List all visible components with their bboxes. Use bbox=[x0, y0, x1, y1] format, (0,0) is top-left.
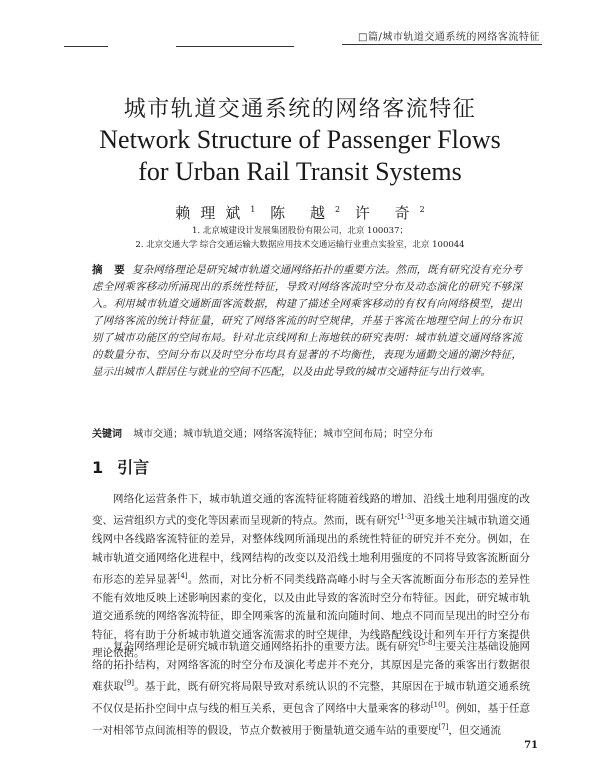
keywords-text: 城市交通；城市轨道交通；网络客流特征；城市空间布局；时空分布 bbox=[133, 429, 434, 440]
citation: [7] bbox=[438, 723, 449, 732]
author-2: 陈 越$^2$ bbox=[270, 204, 341, 222]
header-rule-mid bbox=[176, 46, 294, 47]
paragraph-1: 网络化运营条件下，城市轨道交通的客流特征将随着线路的增加、沿线土地利用强度的改变、运营组织方式的变化等因素而呈现新的特点。然而，既有研究[1-3]更多地关注城市轨道交通线网中各线路客流特征的差异，对整体线网所涌现出的系统性特征的研究并不充分。例如，在城市轨道交通网络化进程中，线网结构的改变以及沿线土地利用强度的不同将导致客流断面分布形态的差异显著[4]。然而，对比分析不同类线路高峰小时与全天客流断面分布形态的差异性不能有效地反映上述影响因素的变化，以及由此导致的客流时空分布特征。因此，研究城市轨道交通系统的网络客流特征，即全网乘客的流量和流向随时间、地点不同而呈现出的时空分布特征，将有助于分析城市轨道交通客流需求的时空规律，为线路配线设计和列车开行方案提供理论依据。 bbox=[92, 493, 531, 660]
author-line bbox=[0, 202, 600, 223]
citation: [5-8] bbox=[418, 639, 436, 647]
abstract bbox=[92, 262, 522, 381]
title-english-line-1: Network Structure of Passenger Flows bbox=[99, 125, 501, 154]
citation: [10] bbox=[430, 701, 446, 710]
paragraph-2: 复杂网络理论是研究城市轨道交通网络拓扑的重要方法。既有研究[5-8]主要关注基础设施网络的拓扑结构，对网络客流的时空分布及演化考虑并不充分，其原因是完备的乘客出行数据很难获取[9]。基于此，既有研究将局限导致对系统认识的不完整，其原因在于城市轨道交通系统不仅仅是拓扑空间中点与线的相互关系，更包含了网络中大量乘客的移动[10]。例如，基于任意一对相邻节点间流相等的假设，节点介数被用于衡量轨道交通车站的重要度[7]，但交通流 bbox=[92, 639, 531, 737]
affiliation-1: 1. 北京城建设计发展集团股份有限公司，北京 100037； bbox=[192, 226, 408, 236]
keywords bbox=[92, 425, 522, 440]
header-rule-right bbox=[342, 44, 542, 45]
title-chinese: 城市轨道交通系统的网络客流特征 bbox=[123, 97, 477, 122]
citation: [1-3] bbox=[397, 513, 415, 522]
page-number: 71 bbox=[524, 740, 538, 751]
author-3: 许 奇$^2$ bbox=[354, 204, 425, 222]
keywords-label: 关键词 bbox=[92, 429, 122, 440]
section-number: 1 bbox=[92, 458, 104, 477]
section-title: 引言 bbox=[117, 458, 150, 477]
author-1: 赖理斌$^1$ bbox=[175, 204, 256, 222]
title-english-line-2: for Urban Rail Transit Systems bbox=[138, 157, 462, 186]
header-rule-left bbox=[64, 46, 108, 47]
citation: [9] bbox=[124, 679, 135, 688]
running-title: □篇/城市轨道交通系统的网络客流特征 bbox=[358, 32, 540, 43]
abstract-label: 摘 要 bbox=[92, 264, 129, 276]
abstract-text: 复杂网络理论是研究城市轨道交通网络拓扑的重要方法。然而，既有研究没有充分考虑全网乘客移动所涌现出的系统性特征，导致对网络客流时空分布及动态演化的研究不够深入。利用城市轨道交通断面客流数据，构建了描述全网乘客移动的有权有向网络模型，提出了网络客流的统计特征量，研究了网络客流的时空规律，并基于客流在地理空间上的分布识别了城市功能区的空间布局。针对北京线网和上海地铁的研究表明：城市轨道交通网络客流的数量分布、空间分布以及时空分布均具有显著的不均衡性，表现为通勤交通的潮汐特征，显示出城市人群居住与就业的空间不匹配，以及由此导致的城市交通特征与出行效率。 bbox=[92, 264, 523, 378]
section-heading-introduction bbox=[92, 455, 149, 478]
citation: [4] bbox=[177, 572, 188, 581]
affiliation-2: 2. 北京交通大学 综合交通运输大数据应用技术交通运输行业重点实验室，北京 100044 bbox=[135, 240, 465, 250]
